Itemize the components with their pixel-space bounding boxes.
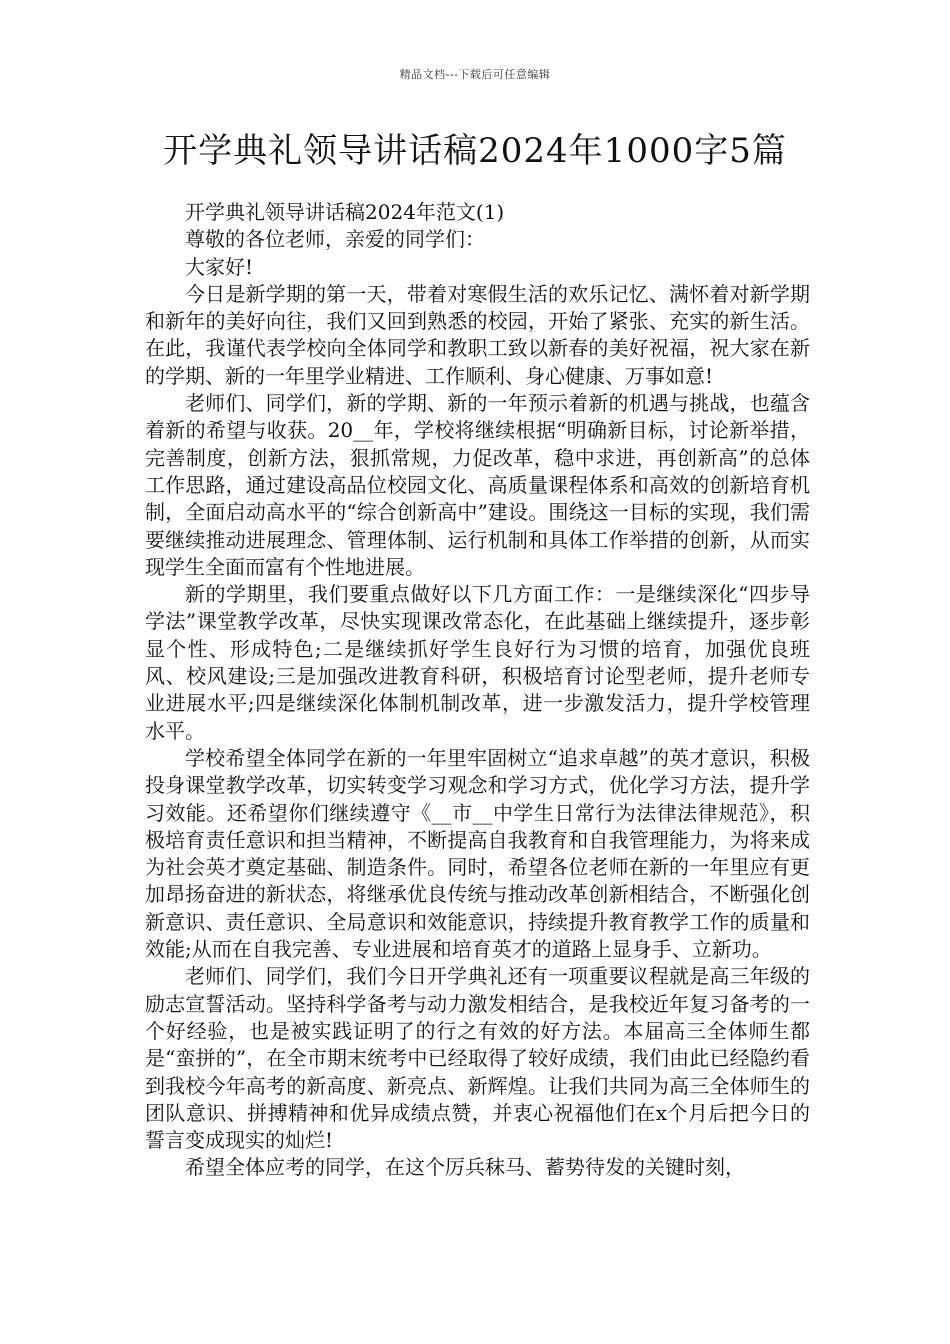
document-subtitle: 开学典礼领导讲话稿2024年范文(1) <box>185 200 505 224</box>
greeting: 大家好! <box>185 254 254 279</box>
document-title: 开学典礼领导讲话稿2024年1000字5篇 <box>163 131 787 171</box>
paragraph: 新的学期里，我们要重点做好以下几方面工作：一是继续深化“四步导学法”课堂教学改革，尽快实现课改常态化，在此基础上继续提升，逐步彰显个性、形成特色;二是继续抓好学生良好行为习惯的培育，加强优良班风、校风建设;三是加强改进教育科研，积极培育讨论型老师，提升老师专业进展水平;四是继续深化体制机制改革，进一步激发活力，提升学校管理水平。 <box>145 582 810 743</box>
paragraph: 希望全体应考的同学，在这个厉兵秣马、蓄势待发的关键时刻， <box>185 1155 745 1180</box>
paragraph: 今日是新学期的第一天，带着对寒假生活的欢乐记忆、满怀着对新学期和新年的美好向往，我们又回到熟悉的校园，开始了紧张、充实的新生活。在此，我谨代表学校向全体同学和教职工致以新春的美好祝福，祝大家在新的学期、新的一年里学业精进、工作顺利、身心健康、万事如意! <box>145 281 810 388</box>
salutation: 尊敬的各位老师，亲爱的同学们： <box>185 227 485 252</box>
header-note: 精品文档---下载后可任意编辑 <box>399 68 551 81</box>
paragraph: 老师们、同学们，新的学期、新的一年预示着新的机遇与挑战，也蕴含着新的希望与收获。20__年，学校将继续根据“明确新目标，讨论新举措，完善制度，创新方法，狠抓常规，力促改革，稳中求进，再创新高”的总体工作思路，通过建设高品位校园文化、高质量课程体系和高效的创新培育机制，全面启动高水平的“综合创新高中”建设。围绕这一目标的实现，我们需要继续推动进展理念、管理体制、运行机制和具体工作举措的创新，从而实现学生全面而富有个性地进展。 <box>145 391 810 579</box>
paragraph: 学校希望全体同学在新的一年里牢固树立“追求卓越”的英才意识，积极投身课堂教学改革，切实转变学习观念和学习方式，优化学习方法，提升学习效能。还希望你们继续遵守《__市__中学生日常行为法律法律规范》，积极培育责任意识和担当精神，不断提高自我教育和自我管理能力，为将来成为社会英才奠定基础、制造条件。同时，希望各位老师在新的一年里应有更加昂扬奋进的新状态，将继承优良传统与推动改革创新相结合，不断强化创新意识、责任意识、全局意识和效能意识，持续提升教育教学工作的质量和效能;从而在自我完善、专业进展和培育英才的道路上显身手、立新功。 <box>145 745 810 962</box>
document-body <box>145 199 810 1182</box>
paragraph: 老师们、同学们，我们今日开学典礼还有一项重要议程就是高三年级的励志宣誓活动。坚持科学备考与动力激发相结合，是我校近年复习备考的一个好经验，也是被实践证明了的行之有效的好方法。本届高三全体师生都是“蛮拼的”，在全市期末统考中已经取得了较好成绩，我们由此已经隐约看到我校今年高考的新高度、新亮点、新辉煌。让我们共同为高三全体师生的团队意识、拼搏精神和优异成绩点赞，并衷心祝福他们在x个月后把今日的誓言变成现实的灿烂! <box>145 964 810 1153</box>
